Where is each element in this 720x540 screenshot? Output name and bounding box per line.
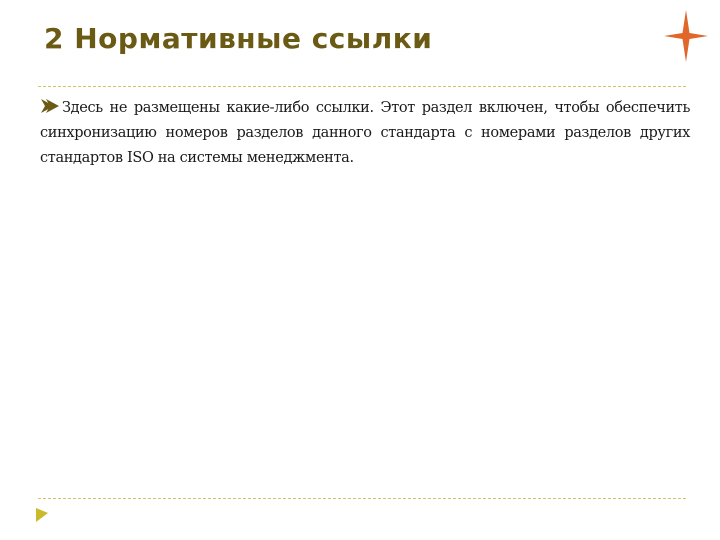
body-paragraph (40, 96, 690, 171)
top-divider (38, 86, 686, 87)
arrow-bullet-icon (40, 98, 60, 114)
four-point-star-icon (664, 10, 708, 62)
triangle-icon (36, 508, 48, 522)
body-text: Здесь не размещены какие-либо ссылки. Этот раздел включен, чтобы обеспечить синхронизацию номеров разделов данного стандарта с номерами разделов других стандартов ISO на системы менеджмента. (40, 100, 690, 166)
slide-title: 2 Нормативные ссылки (44, 22, 433, 55)
bottom-divider (38, 498, 686, 499)
